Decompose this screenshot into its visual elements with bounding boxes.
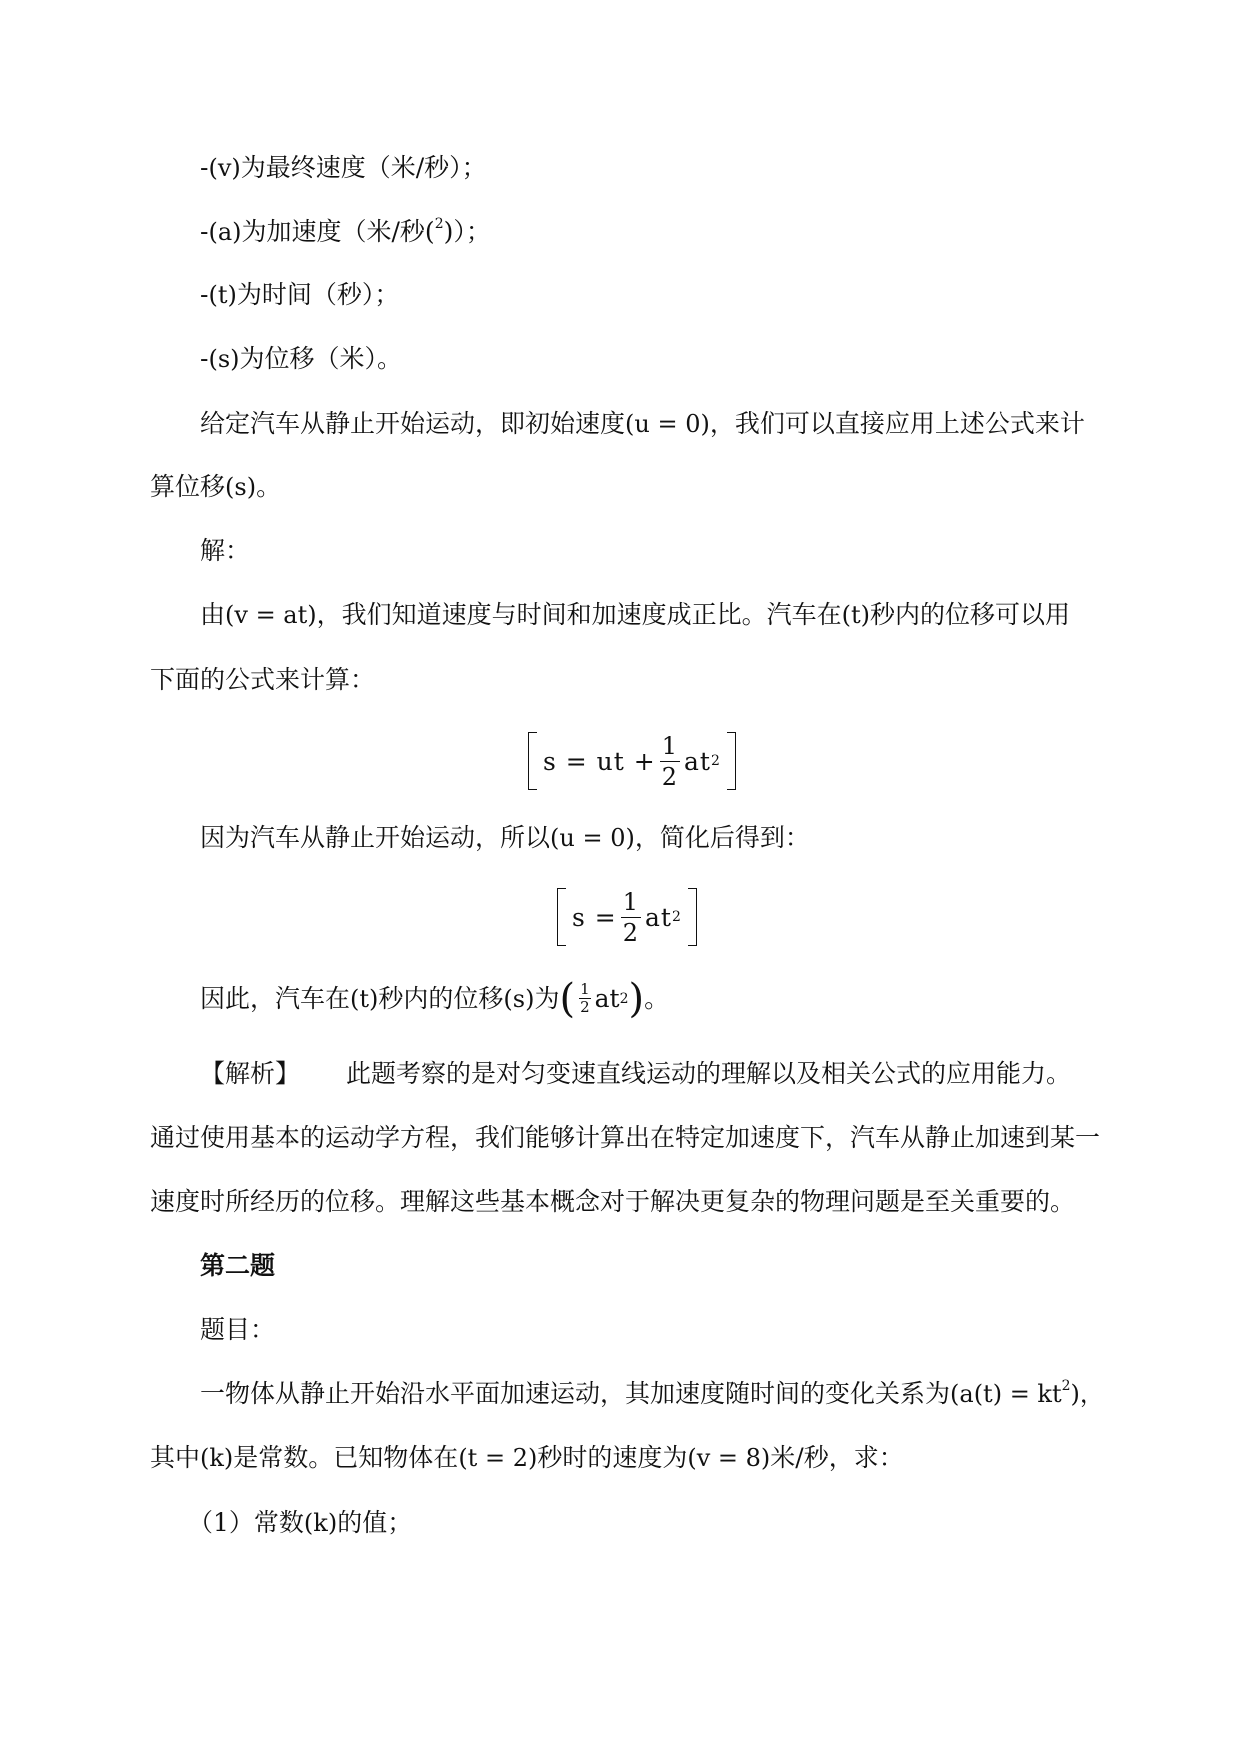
equation-1: s = ut + $\frac{1}{2}$ at 2	[528, 732, 736, 790]
from-line-1	[200, 597, 1070, 633]
eq-left: s =	[572, 902, 617, 932]
analysis-line-2: 通过使用基本的运动学方程，我们能够计算出在特定加速度下，汽车从静止加速到某一	[150, 1123, 1101, 1152]
analysis-tag: 【解析】	[200, 1059, 301, 1088]
dash: -	[200, 153, 209, 182]
text: 由	[200, 600, 226, 629]
math-s: (s)	[208, 345, 240, 373]
analysis-line-3: 速度时所经历的位移。理解这些基本概念对于解决更复杂的物理问题是至关重要的。	[150, 1187, 1076, 1216]
therefore-line: 因此，汽车在 (t) 秒内的位移 (s) 为 ( $\frac{1}{2}$ at 2 ) 。	[200, 976, 670, 1022]
text: 其中	[150, 1443, 201, 1472]
text: 秒时的速度为	[537, 1443, 688, 1472]
math-t2: (t = 2)	[458, 1444, 538, 1472]
text: 米/秒，求：	[770, 1443, 904, 1472]
text: 因为汽车从静止开始运动，所以	[200, 823, 551, 852]
given-line-1	[200, 406, 1085, 442]
equation-2: s = $\frac{1}{2}$ at 2	[557, 888, 697, 946]
var-t-line	[200, 277, 399, 313]
math-t: (t)	[841, 601, 871, 629]
math-v8: (v = 8)	[687, 1444, 771, 1472]
dash: -	[200, 344, 209, 373]
text: 。	[256, 472, 282, 501]
math-v: (v)	[208, 154, 241, 182]
var-v-line	[200, 150, 487, 186]
right-bracket	[688, 888, 697, 946]
superscript: 2	[1061, 1378, 1071, 1394]
numerator: 1	[580, 980, 590, 998]
given-line-2	[150, 469, 281, 505]
text: 为	[534, 984, 560, 1013]
denominator: 2	[580, 998, 590, 1016]
math-a-t: (a(t) = kt	[950, 1380, 1062, 1408]
text: )）；	[443, 217, 491, 246]
expr: at	[594, 984, 620, 1013]
fraction	[579, 982, 591, 1016]
math-a: (a)	[208, 218, 242, 246]
math-k: (k)	[200, 1444, 234, 1472]
numerator: 1	[661, 731, 678, 760]
math-s: (s)	[503, 985, 535, 1013]
text: 为最终速度（米/秒）；	[240, 153, 487, 182]
fraction	[660, 731, 680, 791]
since-line	[200, 820, 810, 856]
text: （1）常数	[188, 1508, 304, 1537]
q2-label: 题目：	[200, 1315, 276, 1344]
math-s: (s)	[225, 473, 257, 501]
math-k: (k)	[303, 1509, 338, 1537]
left-bracket	[557, 888, 566, 946]
text: ，简化后得到：	[634, 823, 810, 852]
left-bracket	[528, 732, 537, 790]
numerator: 1	[622, 887, 640, 916]
text: 算位移	[150, 472, 226, 501]
denominator: 2	[622, 918, 640, 947]
analysis-line-1	[200, 1056, 1071, 1092]
text: 为时间（秒）；	[236, 280, 400, 309]
eq-right: at	[684, 746, 711, 776]
var-a-line	[200, 214, 491, 250]
q2-heading: 第二题	[200, 1251, 276, 1280]
q2-line-1	[200, 1376, 1104, 1412]
text: 的值；	[337, 1508, 413, 1537]
text: 给定汽车从静止开始运动，即初始速度	[200, 409, 626, 438]
close-paren: )	[628, 976, 645, 1022]
math-u0: (u = 0)	[550, 824, 635, 852]
denominator: 2	[661, 762, 678, 791]
from-line-2: 下面的公式来计算：	[150, 665, 376, 694]
text: )，	[1070, 1380, 1104, 1408]
text: 是常数。已知物体在	[233, 1443, 459, 1472]
q2-line-2	[150, 1440, 904, 1476]
text: 一物体从静止开始沿水平面加速运动，其加速度随时间的变化关系为	[200, 1379, 951, 1408]
text: 此题考察的是对匀变速直线运动的理解以及相关公式的应用能力。	[346, 1059, 1072, 1088]
text: 秒内的位移	[378, 984, 504, 1013]
text: 秒内的位移可以用	[870, 600, 1071, 629]
math-u0: (u = 0)	[625, 410, 710, 438]
superscript: 2	[434, 216, 444, 232]
q2-sub-1	[188, 1505, 412, 1541]
fraction	[621, 887, 641, 947]
math-t: (t)	[208, 281, 237, 309]
text: 。	[644, 984, 670, 1013]
math-v-at: (v = at)	[225, 601, 317, 629]
text: 因此，汽车在	[200, 984, 351, 1013]
right-bracket	[727, 732, 736, 790]
text: ，我们知道速度与时间和加速度成正比。汽车在	[316, 600, 842, 629]
var-s-line	[200, 341, 402, 377]
math-t: (t)	[350, 985, 379, 1013]
text: 为加速度（米/秒(	[241, 217, 435, 246]
solution-label: 解：	[200, 536, 251, 565]
text: 为位移（米）。	[239, 344, 403, 373]
dash: -	[200, 280, 209, 309]
eq-right: at	[645, 902, 672, 932]
text: ，我们可以直接应用上述公式来计	[709, 409, 1085, 438]
dash: -	[200, 217, 209, 246]
open-paren: (	[559, 976, 576, 1022]
eq-left: s = ut +	[543, 746, 656, 776]
